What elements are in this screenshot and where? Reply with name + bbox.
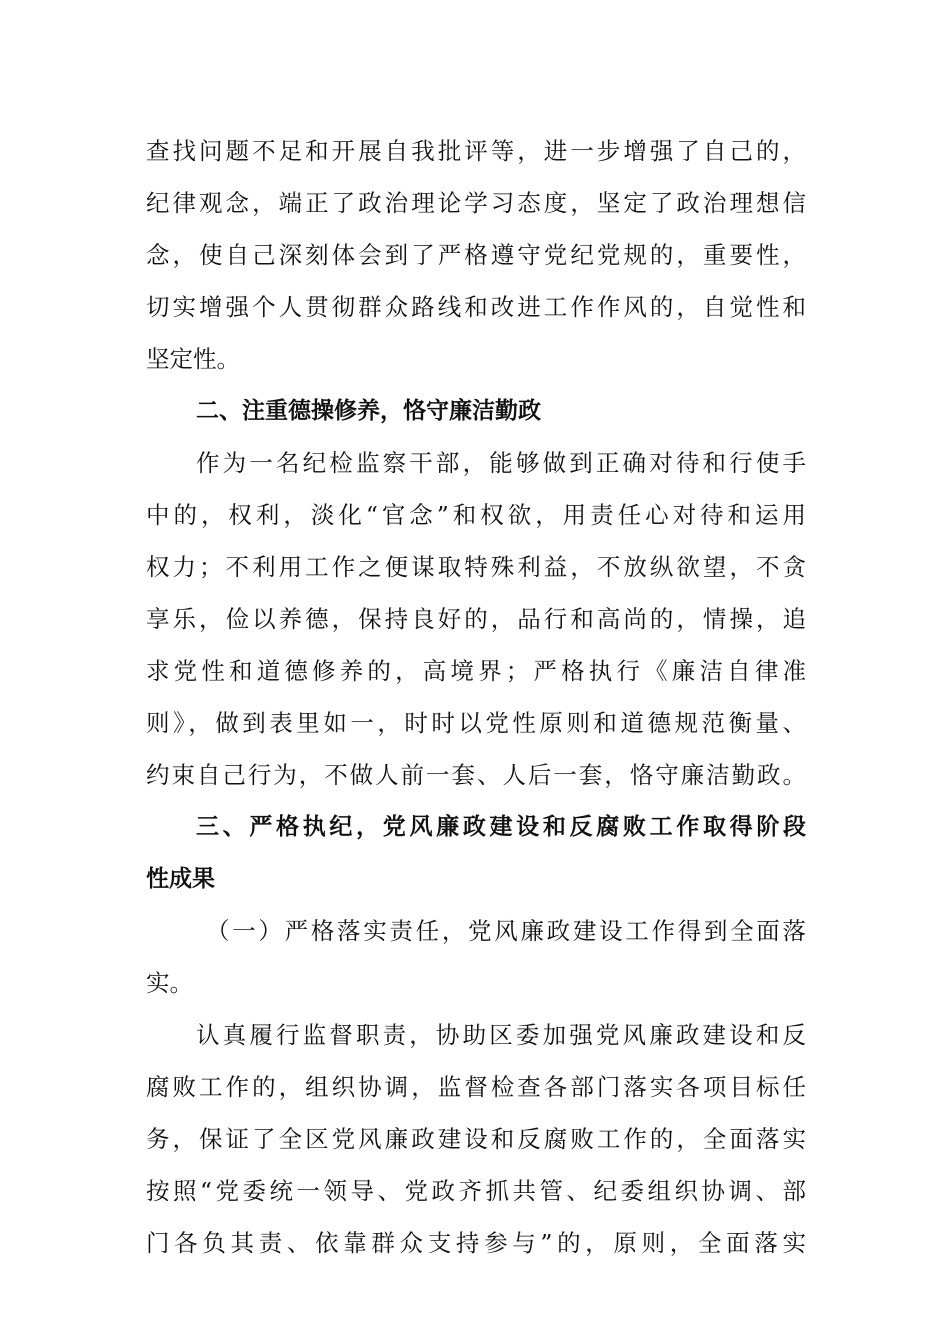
paragraph-line: 门各负其责、依靠群众支持参与”的，原则，全面落实: [146, 1229, 806, 1257]
paragraph-line: 中的，权利，淡化“官念”和权欲，用责任心对待和运用: [146, 501, 806, 529]
subsection-heading-1: （一）严格落实责任，党风廉政建设工作得到全面落: [206, 917, 806, 945]
paragraph-line: 念，使自己深刻体会到了严格遵守党纪党规的，重要性，: [146, 241, 806, 269]
paragraph-line: 求党性和道德修养的，高境界；严格执行《廉洁自律准: [146, 657, 806, 685]
section-heading-3-cont: 性成果: [146, 866, 215, 892]
section-heading-3: 三、严格执纪，党风廉政建设和反腐败工作取得阶段: [196, 814, 806, 840]
paragraph-line: 坚定性。: [146, 345, 240, 373]
paragraph-line: 享乐，俭以养德，保持良好的，品行和高尚的，情操，追: [146, 605, 806, 633]
paragraph-line: 腐败工作的，组织协调，监督检查各部门落实各项目标任: [146, 1073, 806, 1101]
paragraph-line: 权力；不利用工作之便谋取特殊利益，不放纵欲望，不贪: [146, 553, 806, 581]
paragraph-line: 认真履行监督职责，协助区委加强党风廉政建设和反: [196, 1021, 806, 1049]
paragraph-line: 约束自己行为，不做人前一套、人后一套，恪守廉洁勤政。: [146, 761, 806, 789]
paragraph-line: 则》，做到表里如一，时时以党性原则和道德规范衡量、: [146, 709, 806, 737]
paragraph-line: 作为一名纪检监察干部，能够做到正确对待和行使手: [196, 449, 806, 477]
paragraph-line: 切实增强个人贯彻群众路线和改进工作作风的，自觉性和: [146, 293, 806, 321]
paragraph-line: 纪律观念，端正了政治理论学习态度，坚定了政治理想信: [146, 189, 806, 217]
subsection-heading-1-cont: 实。: [146, 969, 193, 997]
paragraph-line: 按照“党委统一领导、党政齐抓共管、纪委组织协调、部: [146, 1177, 806, 1205]
document-body: [146, 125, 806, 1269]
paragraph-line: 查找问题不足和开展自我批评等，进一步增强了自己的，: [146, 137, 806, 165]
section-heading-2: 二、注重德操修养，恪守廉洁勤政: [196, 398, 541, 424]
paragraph-line: 务，保证了全区党风廉政建设和反腐败工作的，全面落实: [146, 1125, 806, 1153]
